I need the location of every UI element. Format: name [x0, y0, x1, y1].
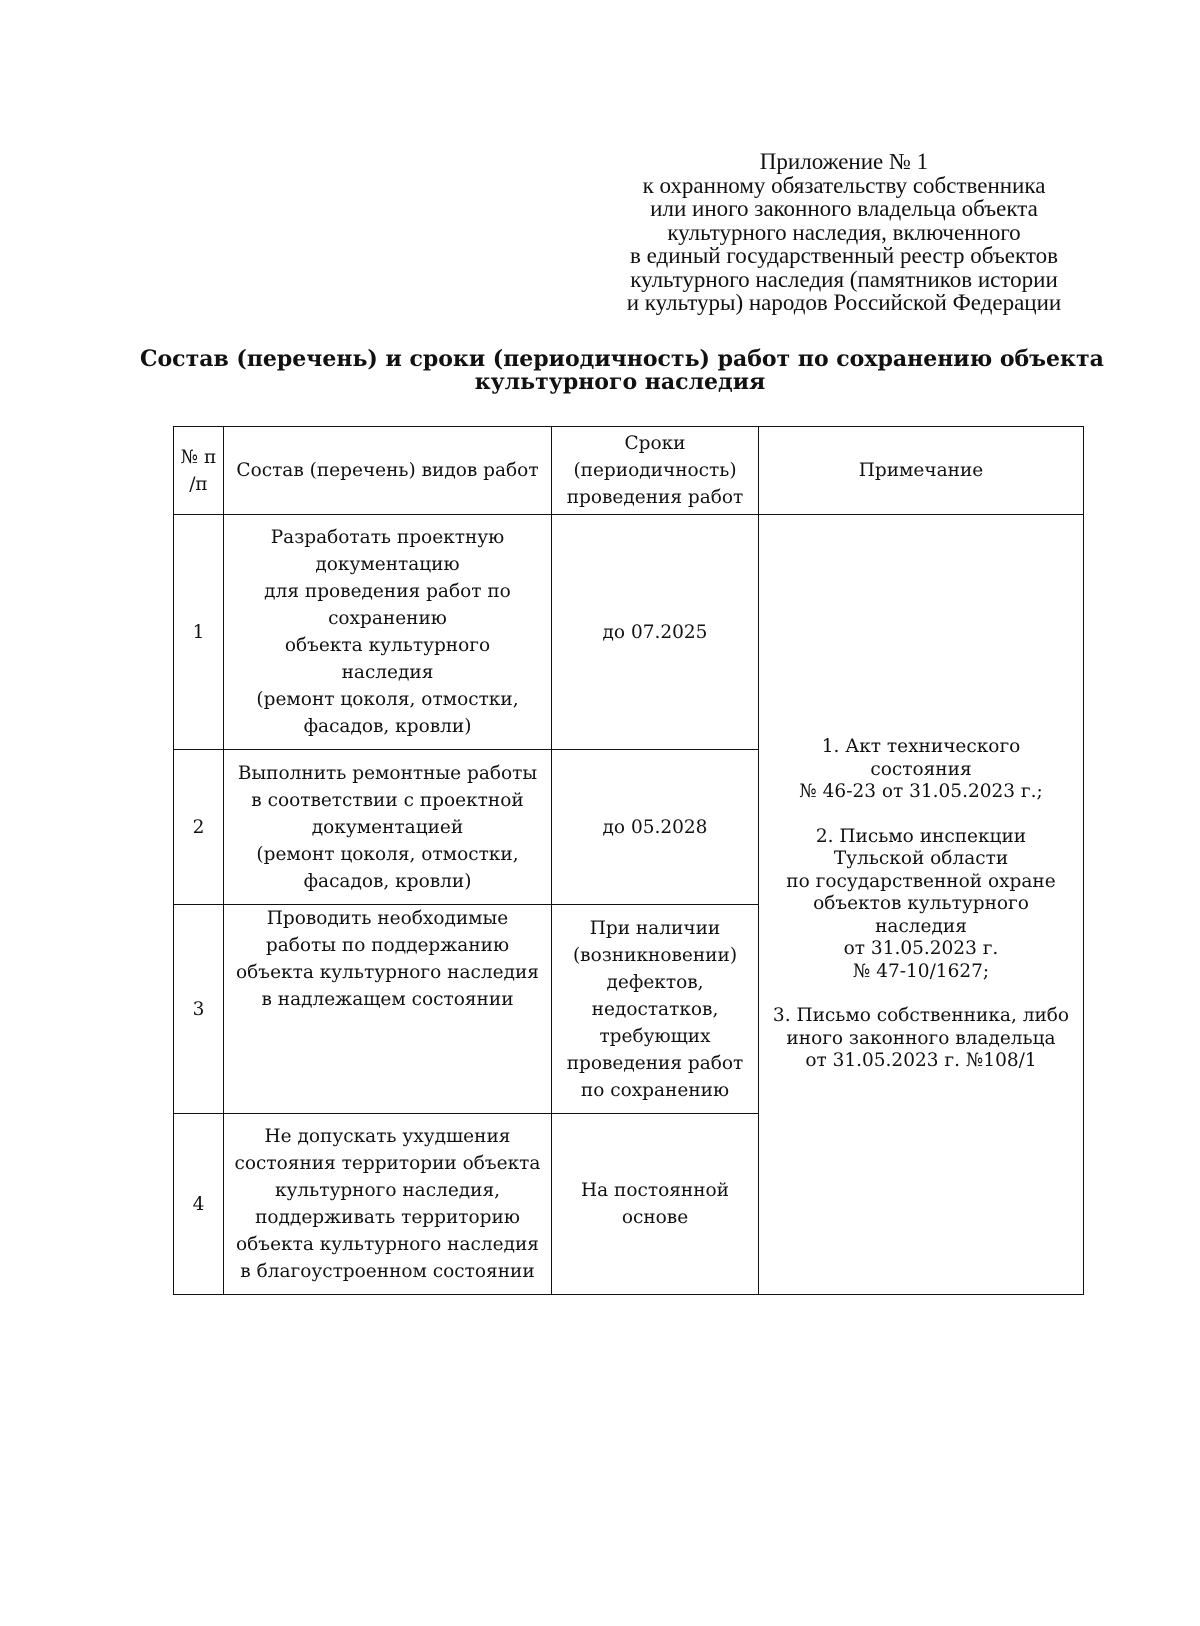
header-term-line: проведения работ	[566, 487, 744, 508]
note-line: по государственной охране	[786, 870, 1056, 892]
appendix-line: или иного законного владельца объекта	[650, 196, 1038, 221]
work-line: документацию	[315, 554, 460, 575]
note-line: наследия	[875, 915, 967, 937]
term-line: основе	[621, 1207, 689, 1228]
work-line: (ремонт цоколя, отмостки,	[256, 689, 519, 710]
term-line: требующих	[599, 1025, 711, 1047]
appendix-line: и культуры) народов Российской Федерации	[626, 290, 1062, 315]
row-term	[552, 905, 759, 1114]
term-line: дефектов,	[606, 971, 704, 993]
work-line: культурного наследия,	[274, 1180, 501, 1201]
row-work	[224, 905, 552, 1114]
title-line: культурного наследия	[474, 369, 766, 395]
work-line: Проводить необходимые	[266, 908, 509, 929]
work-line: для проведения работ по	[264, 581, 511, 602]
header-work-line: Состав (перечень) видов работ	[236, 460, 539, 481]
term-line: На постоянной	[580, 1180, 730, 1201]
row-work	[224, 750, 552, 905]
work-line: в соответствии с проектной	[251, 789, 524, 811]
work-line: в благоустроенном состоянии	[240, 1261, 535, 1282]
note-line: 3. Письмо собственника, либо	[772, 1005, 1070, 1027]
note-line: от 31.05.2023 г.	[843, 938, 999, 960]
appendix-line: к охранному обязательству собственника	[642, 172, 1046, 198]
table-row	[174, 515, 1084, 750]
work-line: наследия	[341, 662, 434, 683]
work-line: документацией	[311, 816, 464, 838]
row-term	[552, 515, 759, 750]
appendix-line: в единый государственный реестр объектов	[630, 243, 1058, 268]
work-line: Разработать проектную	[270, 527, 505, 548]
row-work	[224, 515, 552, 750]
note-line: иного законного владельца	[786, 1027, 1056, 1049]
row-term	[552, 1114, 759, 1295]
document-title	[140, 346, 1104, 395]
header-note-line: Примечание	[858, 460, 984, 481]
row-term	[552, 750, 759, 905]
term-line: до 05.2028	[602, 816, 708, 838]
work-line: фасадов, кровли)	[303, 870, 472, 892]
note-line: 1. Акт технического	[821, 736, 1021, 758]
work-line: состояния территории объекта	[234, 1153, 541, 1174]
header-term	[552, 427, 759, 515]
note-line: состояния	[870, 758, 972, 780]
notes-cell	[759, 515, 1084, 1295]
works-table	[173, 426, 1084, 1295]
row-number: 2	[174, 750, 224, 905]
note-line: от 31.05.2023 г. №108/1	[805, 1050, 1037, 1072]
note-line: № 46-23 от 31.05.2023 г.;	[799, 781, 1043, 803]
term-line: недостатков,	[591, 998, 719, 1020]
header-term-line: Сроки	[624, 433, 686, 454]
work-line: в надлежащем состоянии	[261, 989, 514, 1010]
note-spacer	[763, 983, 1079, 1005]
note-spacer	[763, 804, 1079, 826]
row-number: 1	[174, 515, 224, 750]
note-line: № 47-10/1627;	[852, 960, 990, 982]
note-line: Тульской области	[833, 848, 1009, 870]
table-header-row	[174, 427, 1084, 515]
term-line: При наличии	[589, 917, 721, 939]
title-line: Состав (перечень) и сроки (периодичность) работ по сохранению объекта	[140, 346, 1104, 372]
row-work	[224, 1114, 552, 1295]
term-line: до 07.2025	[602, 621, 708, 643]
appendix-line: культурного наследия (памятников истории	[630, 266, 1058, 292]
work-line: объекта культурного наследия	[236, 962, 539, 983]
row-number: 3	[174, 905, 224, 1114]
work-line: Не допускать ухудшения	[264, 1126, 511, 1147]
work-line: Выполнить ремонтные работы	[237, 762, 538, 784]
work-line: объекта культурного наследия	[236, 1234, 539, 1255]
header-note	[759, 427, 1084, 515]
appendix-line: Приложение № 1	[759, 149, 929, 174]
work-line: (ремонт цоколя, отмостки,	[256, 843, 519, 865]
header-term-line: (периодичность)	[573, 460, 737, 481]
term-line: проведения работ	[566, 1052, 744, 1074]
note-line: 2. Письмо инспекции	[815, 825, 1027, 847]
row-number: 4	[174, 1114, 224, 1295]
work-line: поддерживать территорию	[255, 1207, 520, 1228]
work-line: фасадов, кровли)	[303, 716, 472, 737]
work-line: сохранению	[328, 608, 447, 629]
header-work	[224, 427, 552, 515]
appendix-header	[560, 150, 1128, 315]
work-line: объекта культурного	[284, 635, 491, 656]
header-num	[174, 427, 224, 515]
appendix-line: культурного наследия, включенного	[667, 219, 1021, 245]
header-num-line: /п	[189, 473, 208, 495]
term-line: по сохранению	[580, 1079, 730, 1101]
note-line: объектов культурного	[813, 893, 1029, 915]
header-num-line: № п	[180, 446, 217, 468]
term-line: (возникновении)	[572, 944, 738, 966]
work-line: работы по поддержанию	[265, 935, 510, 956]
